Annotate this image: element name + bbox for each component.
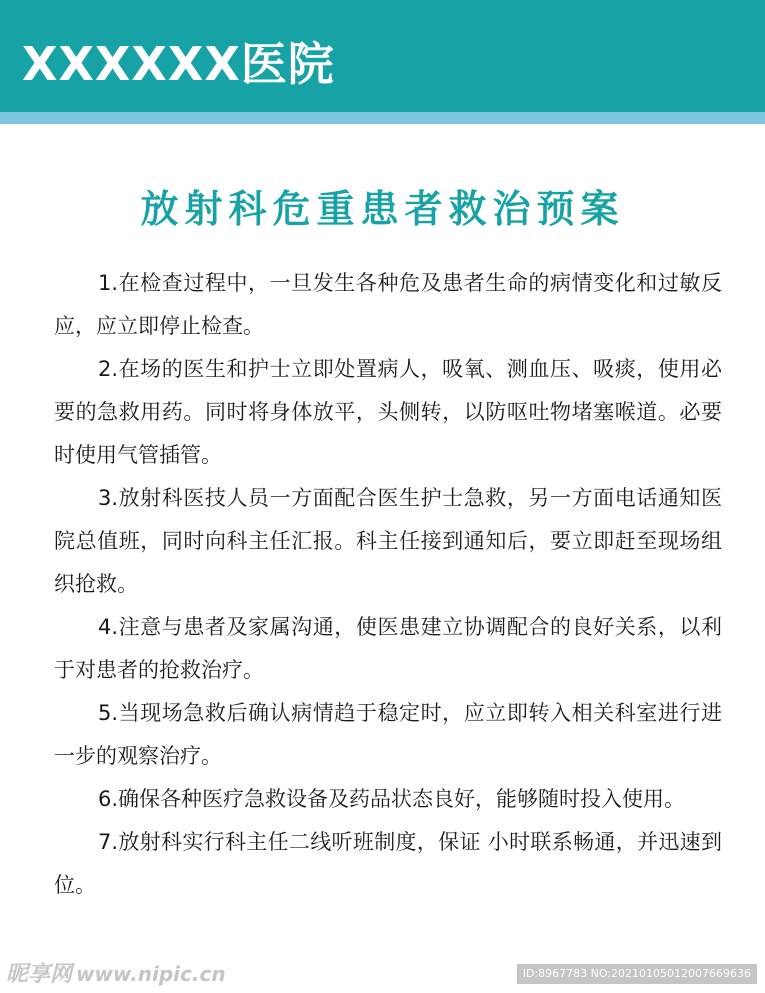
document-title: 放射科危重患者救治预案 bbox=[140, 187, 625, 231]
watermark-image-id: ID:8967783 NO:20210105012007669636 bbox=[517, 964, 757, 984]
paragraph-1: 1.在检查过程中，一旦发生各种危及患者生命的病情变化和过敏反应，应立即停止检查。 bbox=[54, 271, 722, 338]
watermark-site: www.nipic.cn bbox=[76, 962, 226, 986]
header-stripe bbox=[0, 112, 765, 124]
document-body bbox=[54, 262, 722, 907]
paragraph-5: 5.当现场急救后确认病情趋于稳定时，应立即转入相关科室进行进一步的观察治疗。 bbox=[54, 701, 722, 768]
paragraph-7: 7.放射科实行科主任二线听班制度，保证 小时联系畅通，并迅速到位。 bbox=[54, 830, 722, 897]
watermark-brand-name: 昵享网 bbox=[6, 962, 73, 987]
watermark-brand bbox=[6, 958, 226, 990]
paragraph-3: 3.放射科医技人员一方面配合医生护士急救，另一方面电话通知医院总值班，同时向科主任汇报。科主任接到通知后，要立即赶至现场组织抢救。 bbox=[54, 486, 722, 596]
paragraph-6: 6.确保各种医疗急救设备及药品状态良好，能够随时投入使用。 bbox=[98, 787, 686, 811]
paragraph-4: 4.注意与患者及家属沟通，使医患建立协调配合的良好关系，以利于对患者的抢救治疗。 bbox=[54, 615, 722, 682]
hospital-name: XXXXXX医院 bbox=[22, 37, 335, 91]
paragraph-2: 2.在场的医生和护士立即处置病人，吸氧、测血压、吸痰，使用必要的急救用药。同时将身体放平，头侧转，以防呕吐物堵塞喉道。必要时使用气管插管。 bbox=[54, 357, 722, 467]
